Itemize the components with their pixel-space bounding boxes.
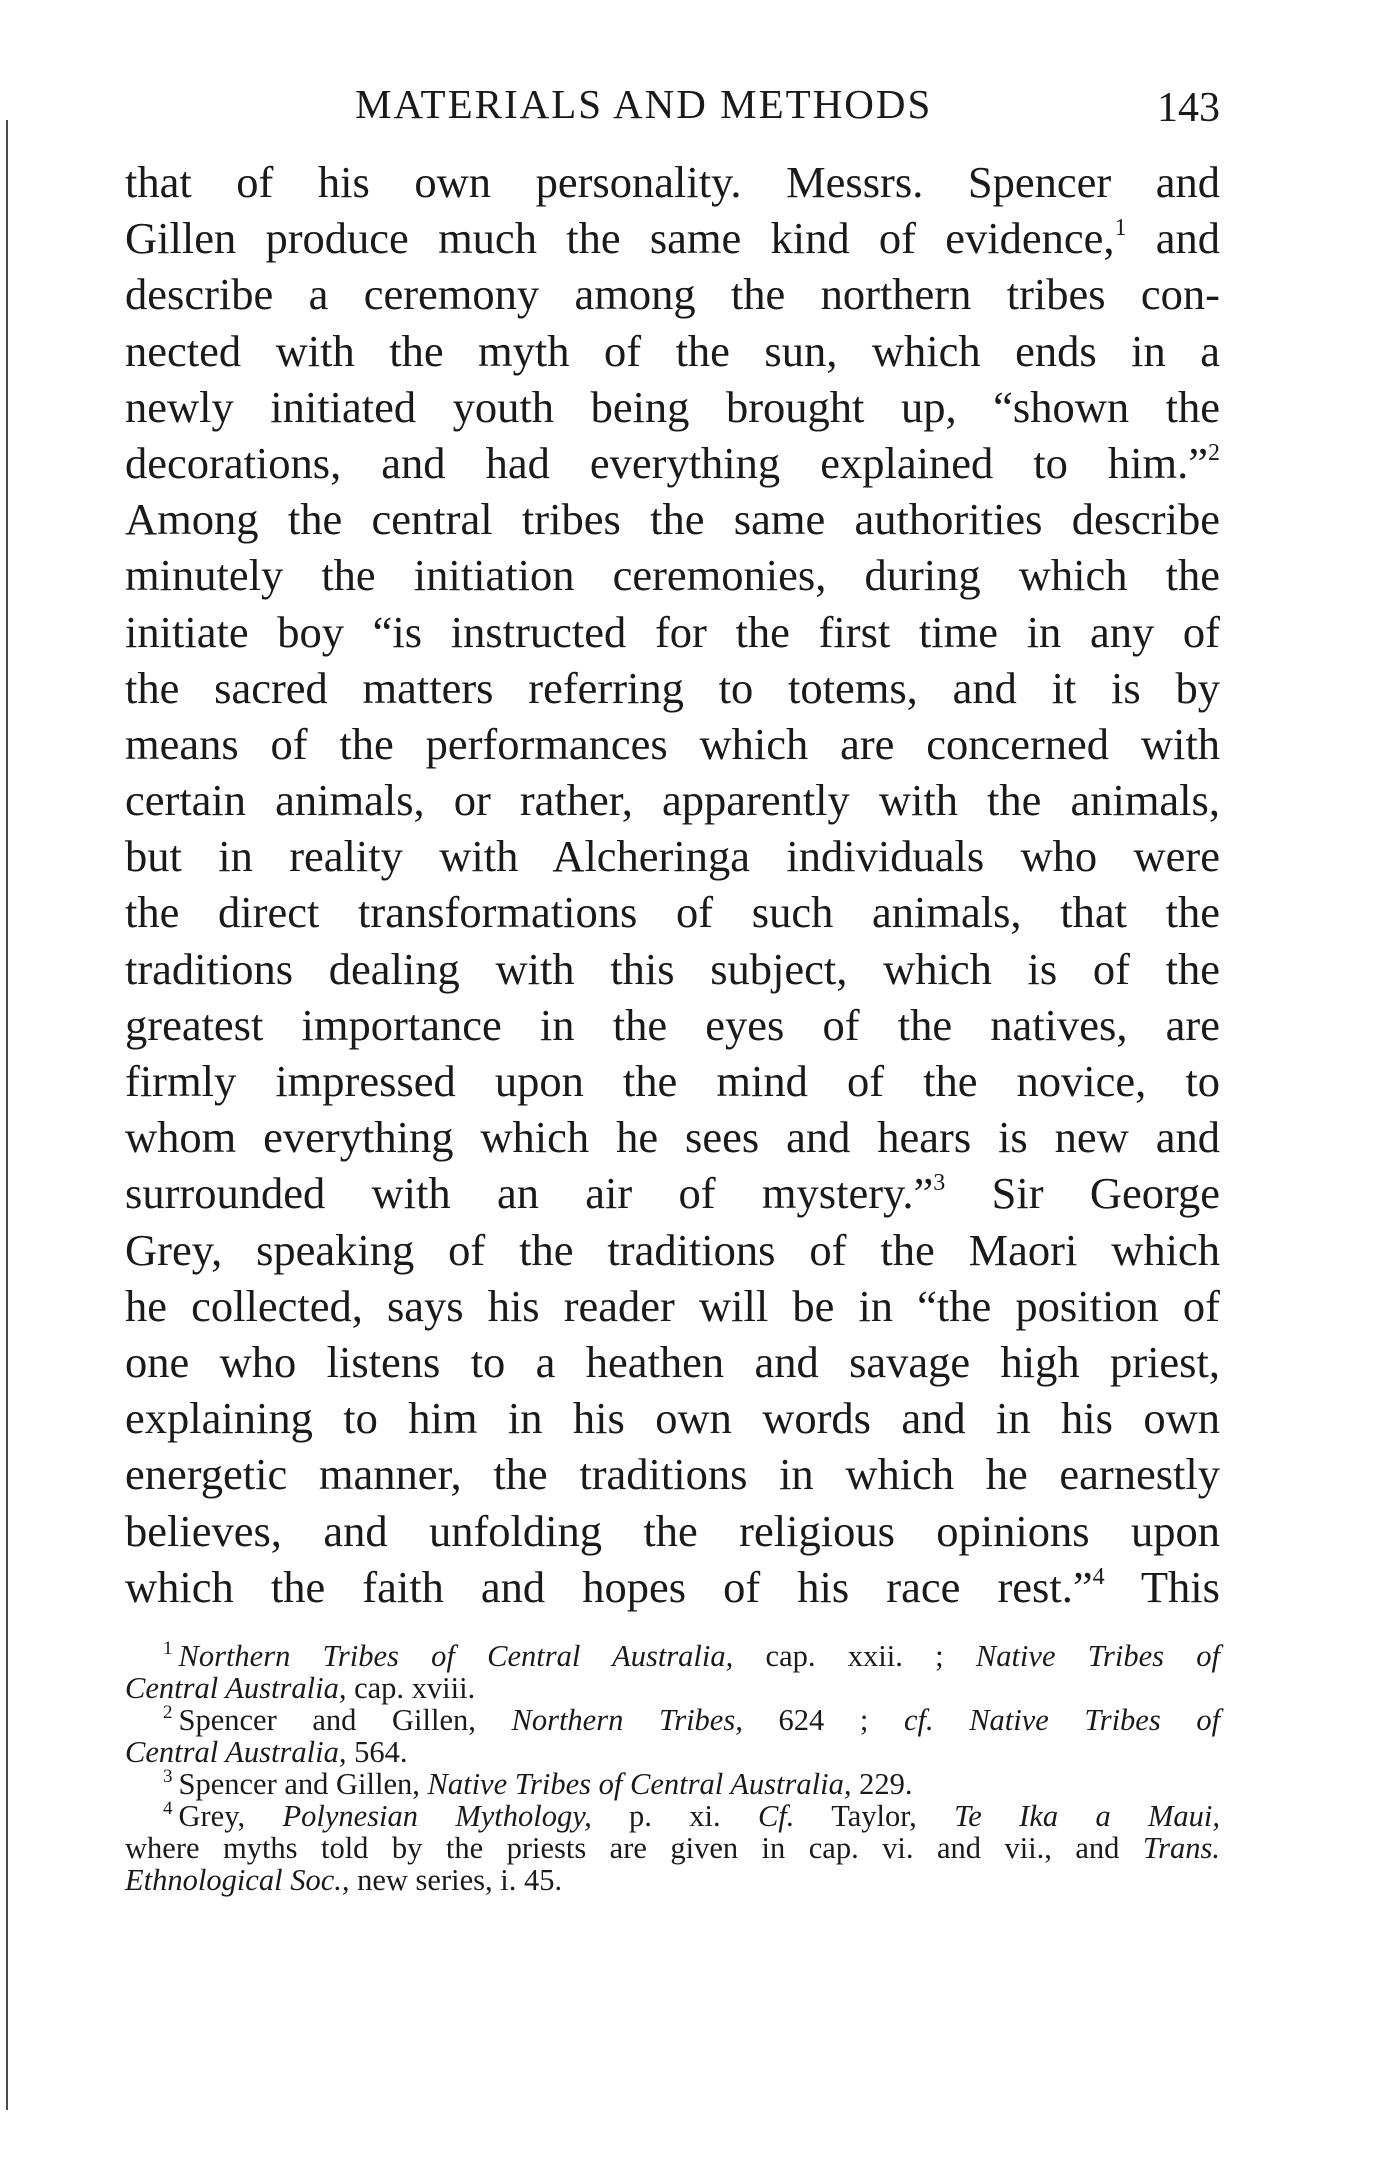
text-line: surrounded with an air of mystery.”$^3$ Sir George: [125, 1168, 1220, 1219]
text-line: minutely the initiation ceremonies, during which the: [125, 550, 1220, 601]
text-line: which the faith and hopes of his race rest.”$^4$ This: [125, 1561, 1220, 1612]
text-line: certain animals, or rather, apparently with the animals,: [125, 775, 1220, 826]
text-line: that of his own personality. Messrs. Spencer and: [125, 157, 1220, 207]
text-line: Among the central tribes the same authorities describe: [125, 494, 1220, 545]
footnote-4: $^4$ Grey, Polynesian Mythology, p. xi. Cf. Taylor, Te Ika a Maui,: [163, 1798, 1221, 1833]
text-line: Grey, speaking of the traditions of the Maori which: [125, 1224, 1220, 1275]
text-line: describe a ceremony among the northern tribes con-: [125, 269, 1220, 320]
footnote-2: $^2$ Spencer and Gillen, Northern Tribes, 624 ; cf. Native Tribes of: [163, 1702, 1221, 1737]
text-line: whom everything which he sees and hears is new and: [125, 1112, 1220, 1163]
text-line: Gillen produce much the same kind of evidence,$^1$ and: [125, 213, 1221, 264]
footnote-ref: 3: [933, 1170, 946, 1197]
footnote-2-cont: Central Australia, 564.: [125, 1735, 408, 1769]
text-line: firmly impressed upon the mind of the novice, to: [125, 1056, 1220, 1106]
text-line: but in reality with Alcheringa individuals who were: [125, 831, 1220, 882]
footnote-4-cont: Ethnological Soc., new series, i. 45.: [125, 1863, 563, 1897]
text-line: means of the performances which are concerned with: [125, 718, 1220, 769]
footnote-4-cont: where myths told by the priests are given in cap. vi. and vii., and Trans.: [125, 1831, 1221, 1865]
footnote-ref: 1: [1114, 215, 1127, 242]
text-line: traditions dealing with this subject, which is of the: [125, 943, 1220, 994]
text-line: explaining to him in his own words and in his own: [125, 1393, 1220, 1444]
footnote-1: $^1$ Northern Tribes of Central Australia, cap. xxii. ; Native Tribes of: [163, 1638, 1221, 1673]
footnote-ref: 2: [1208, 439, 1220, 466]
text-line: energetic manner, the traditions in which he earnestly: [125, 1449, 1220, 1500]
page-edge-rule: [6, 120, 8, 2110]
running-title: MATERIALS AND METHODS: [355, 81, 933, 127]
page-number: 143: [1157, 85, 1220, 131]
text-line: the direct transformations of such animals, that the: [125, 887, 1220, 938]
text-line: initiate boy “is instructed for the first time in any of: [125, 606, 1220, 657]
footnote-3: $^3$ Spencer and Gillen, Native Tribes of Central Australia, 229.: [163, 1766, 913, 1801]
footnotes: [125, 1640, 1220, 1896]
text-line: the sacred matters referring to totems, and it is by: [125, 662, 1220, 713]
text-line: nected with the myth of the sun, which ends in a: [125, 325, 1220, 376]
text-line: believes, and unfolding the religious opinions upon: [125, 1505, 1220, 1556]
text-line: decorations, and had everything explained to him.”$^2$: [125, 437, 1220, 488]
text-line: greatest importance in the eyes of the natives, are: [125, 999, 1220, 1050]
text-line: one who listens to a heathen and savage high priest,: [125, 1336, 1220, 1387]
main-text: [125, 154, 1220, 1615]
footnote-ref: 4: [1092, 1563, 1105, 1590]
page-header: [125, 80, 1220, 140]
text-line: newly initiated youth being brought up, “shown the: [125, 381, 1220, 432]
footnote-1-cont: Central Australia, cap. xviii.: [125, 1671, 476, 1705]
text-line: he collected, says his reader will be in “the position of: [125, 1280, 1220, 1331]
